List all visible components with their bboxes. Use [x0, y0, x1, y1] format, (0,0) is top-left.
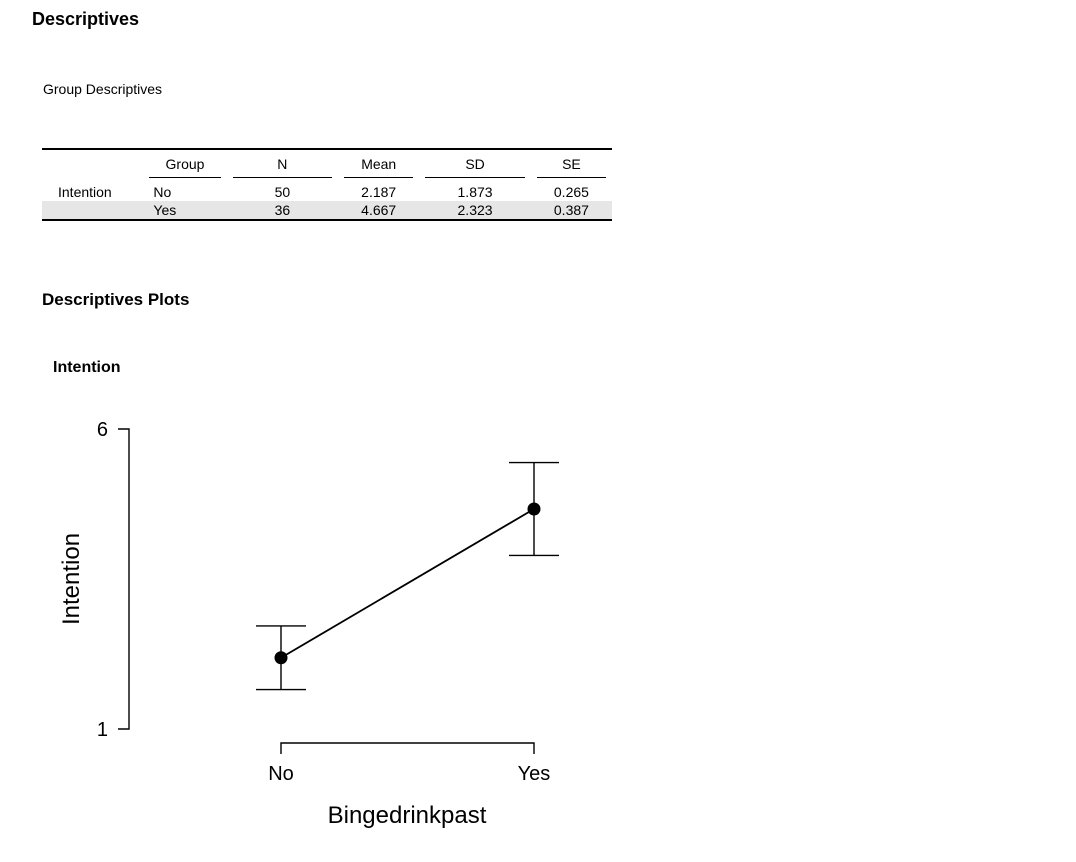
page-title: Descriptives: [32, 9, 140, 29]
y-axis-line: [118, 429, 129, 729]
cell-mean: 2.187: [361, 184, 397, 200]
column-header-se: SE: [531, 149, 612, 178]
column-header-group: Group: [143, 149, 226, 178]
cell-sd: 2.323: [457, 202, 493, 218]
cell-group: No: [153, 184, 172, 200]
data-point: [528, 502, 541, 515]
x-tick-label: No: [268, 763, 294, 785]
data-point: [275, 651, 288, 664]
cell-mean: 4.667: [361, 202, 397, 218]
table-title: Group Descriptives: [43, 81, 163, 97]
y-axis-label: Intention: [58, 532, 85, 626]
cell-sd: 1.873: [457, 184, 493, 200]
series-line: [281, 509, 534, 658]
x-axis-line: [281, 743, 534, 754]
plot-marks: [256, 463, 559, 690]
plot-title: Intention: [53, 359, 121, 376]
cell-n: 36: [274, 202, 291, 218]
y-tick-label: 6: [96, 419, 108, 441]
x-tick-label: Yes: [517, 763, 551, 785]
cell-group: Yes: [153, 202, 177, 218]
cell-se: 0.387: [553, 202, 589, 218]
y-tick-label: 1: [96, 719, 108, 741]
cell-variable: Intention: [58, 184, 112, 200]
cell-n: 50: [274, 184, 291, 200]
cell-se: 0.265: [553, 184, 589, 200]
plots-section-title: Descriptives Plots: [42, 290, 190, 309]
column-header-mean: Mean: [338, 149, 419, 178]
x-axis-label: Bingedrinkpast: [327, 802, 487, 829]
column-header-n: N: [227, 149, 339, 178]
column-header-sd: SD: [419, 149, 531, 178]
